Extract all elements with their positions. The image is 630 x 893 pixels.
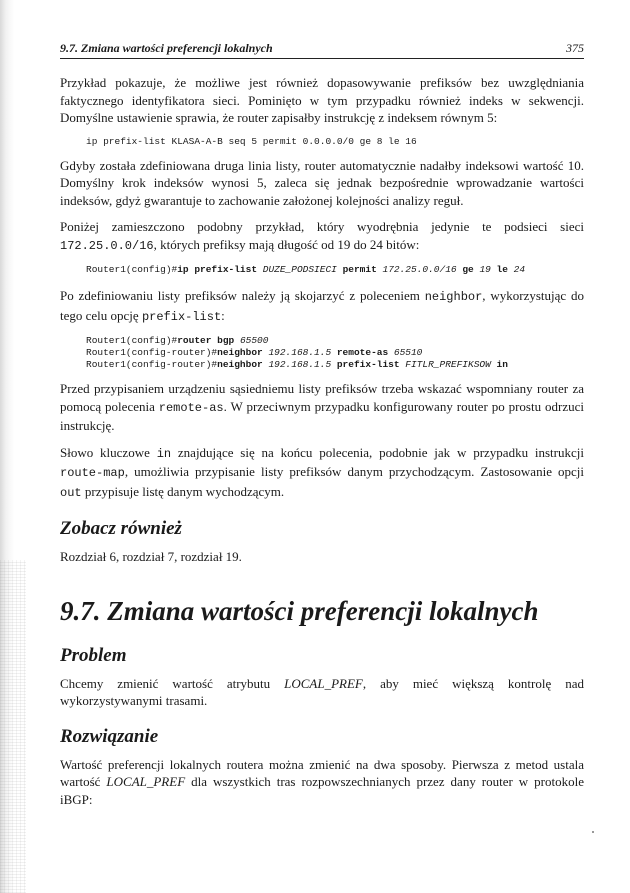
cli-value: 24 <box>513 264 526 275</box>
inline-option: prefix-list <box>141 309 222 324</box>
text-fragment: , aby mieć większą kontrolę nad wykorzystywanymi trasami. <box>60 675 584 708</box>
text-fragment: Wartość preferencji lokalnych routera można zmienić na dwa sposoby. Pierwsza z metod ustala wartość <box>60 756 584 789</box>
paragraph-default-step: Gdyby została zdefiniowana druga linia listy, router automatycznie nadałby indeksowi wartość 10. Domyślny krok indeksów wynosi 5, zaleca się jednak bezpośrednie wprowadzanie wartości indeksów, gdyż gwarantuje to zachowanie założonej kolejności analizy reguł. <box>60 157 584 208</box>
scan-edge-noise <box>0 560 26 893</box>
cli-command: neighbor <box>217 347 263 358</box>
text-fragment: dla wszystkich tras rozpowszechnianych przez dany router w protokole iBGP: <box>60 774 584 807</box>
scan-speck <box>592 831 594 833</box>
paragraph-neighbor <box>60 287 584 326</box>
cli-ip: 192.168.1.5 <box>268 347 332 358</box>
running-header-title: 9.7. Zmiana wartości preferencji lokalnych <box>60 41 273 55</box>
see-also-heading: Zobacz również <box>60 518 182 539</box>
cli-prefix: 172.25.0.0/16 <box>382 264 457 275</box>
page-content <box>60 74 584 817</box>
running-header <box>60 40 584 59</box>
attribute-name: LOCAL_PREF <box>284 675 363 691</box>
problem-text <box>60 675 584 710</box>
cli-list-name: FITLR_PREFIKSOW <box>405 359 491 370</box>
paragraph-subnet-example <box>60 218 584 255</box>
inline-keyword: out <box>60 485 82 500</box>
text-fragment: Słowo kluczowe <box>60 444 157 460</box>
inline-keyword: in <box>156 446 172 461</box>
cli-prompt: Router1(config-router)# <box>86 359 218 370</box>
text-fragment: przypisuje listę danym wychodzącym. <box>81 483 285 499</box>
inline-keyword: route-map <box>60 466 125 480</box>
cli-command: router bgp <box>177 335 235 346</box>
problem-heading: Problem <box>60 644 127 666</box>
cli-command: neighbor <box>217 359 263 370</box>
paragraph-remote-as <box>60 380 584 435</box>
cli-keyword: ge <box>462 264 474 275</box>
cli-keyword: remote-as <box>336 347 389 358</box>
cli-value: 19 <box>479 264 491 275</box>
code-router-bgp <box>86 335 584 371</box>
cli-value: 65500 <box>239 335 269 346</box>
text-fragment: , wykorzystując do tego celu opcję <box>60 288 585 323</box>
text-fragment: , których prefiksy mają długość od 19 do 24 bitów: <box>153 236 420 252</box>
network-address: 172.25.0.0/16 <box>60 238 154 253</box>
text-fragment: Chcemy zmienić wartość atrybutu <box>60 675 285 691</box>
cli-prompt: Router1(config-router)# <box>86 347 218 358</box>
solution-text <box>60 756 584 809</box>
cli-prompt: Router1(config)# <box>86 335 178 346</box>
page-number: 375 <box>566 41 584 55</box>
code-prefix-list-duze <box>86 264 584 276</box>
cli-ip: 192.168.1.5 <box>268 359 332 370</box>
paragraph-prefix-match: Przykład pokazuje, że możliwe jest również dopasowywanie prefiksów bez uwzględniania faktycznego identyfikatora sieci. Pominięto w tym przypadku również indeks w sekwencji. Domyślne ustawienie sprawia, że router zapisałby instrukcję z indeksem równym 5: <box>60 75 584 125</box>
cli-prompt: Router1(config)# <box>86 264 178 275</box>
cli-keyword: permit <box>342 264 377 275</box>
cli-command: ip prefix-list <box>177 264 258 275</box>
cli-list-name: DUZE_PODSIECI <box>262 264 337 275</box>
cli-keyword: prefix-list <box>336 359 400 370</box>
cli-keyword: le <box>496 264 508 275</box>
solution-heading: Rozwiązanie <box>60 725 159 747</box>
text-fragment: , umożliwia przypisanie listy prefiksów danym przychodzącym. Zastosowanie opcji <box>124 464 584 479</box>
text-fragment: : <box>221 307 225 323</box>
inline-command: remote-as <box>158 400 224 415</box>
text-fragment: Przed przypisaniem urządzeniu sąsiedniemu listy prefiksów trzeba wskazać wspomniany router za pomocą polecenia <box>60 381 584 414</box>
text-fragment: znajdujące się na końcu polecenia, podobnie jak w przypadku instrukcji <box>171 444 584 460</box>
attribute-name: LOCAL_PREF <box>106 774 186 789</box>
section-title: 9.7. Zmiana wartości preferencji lokalnych <box>60 595 539 626</box>
see-also-text: Rozdział 6, rozdział 7, rozdział 19. <box>60 549 242 564</box>
cli-keyword: in <box>496 359 508 370</box>
code-prefix-list-klasa: ip prefix-list KLASA-A-B seq 5 permit 0.0.0.0/0 ge 8 le 16 <box>86 135 417 147</box>
cli-value: 65510 <box>393 347 423 358</box>
text-fragment: Po zdefiniowaniu listy prefiksów należy ją skojarzyć z poleceniem <box>60 288 425 303</box>
paragraph-in-out <box>60 444 584 503</box>
text-fragment: Poniżej zamieszczono podobny przykład, który wyodrębnia jedynie te podsieci sieci <box>60 219 584 234</box>
inline-command: neighbor <box>424 290 483 304</box>
text-fragment: . W przeciwnym przypadku konfigurowany router po prostu odrzuci instrukcję. <box>60 398 584 433</box>
